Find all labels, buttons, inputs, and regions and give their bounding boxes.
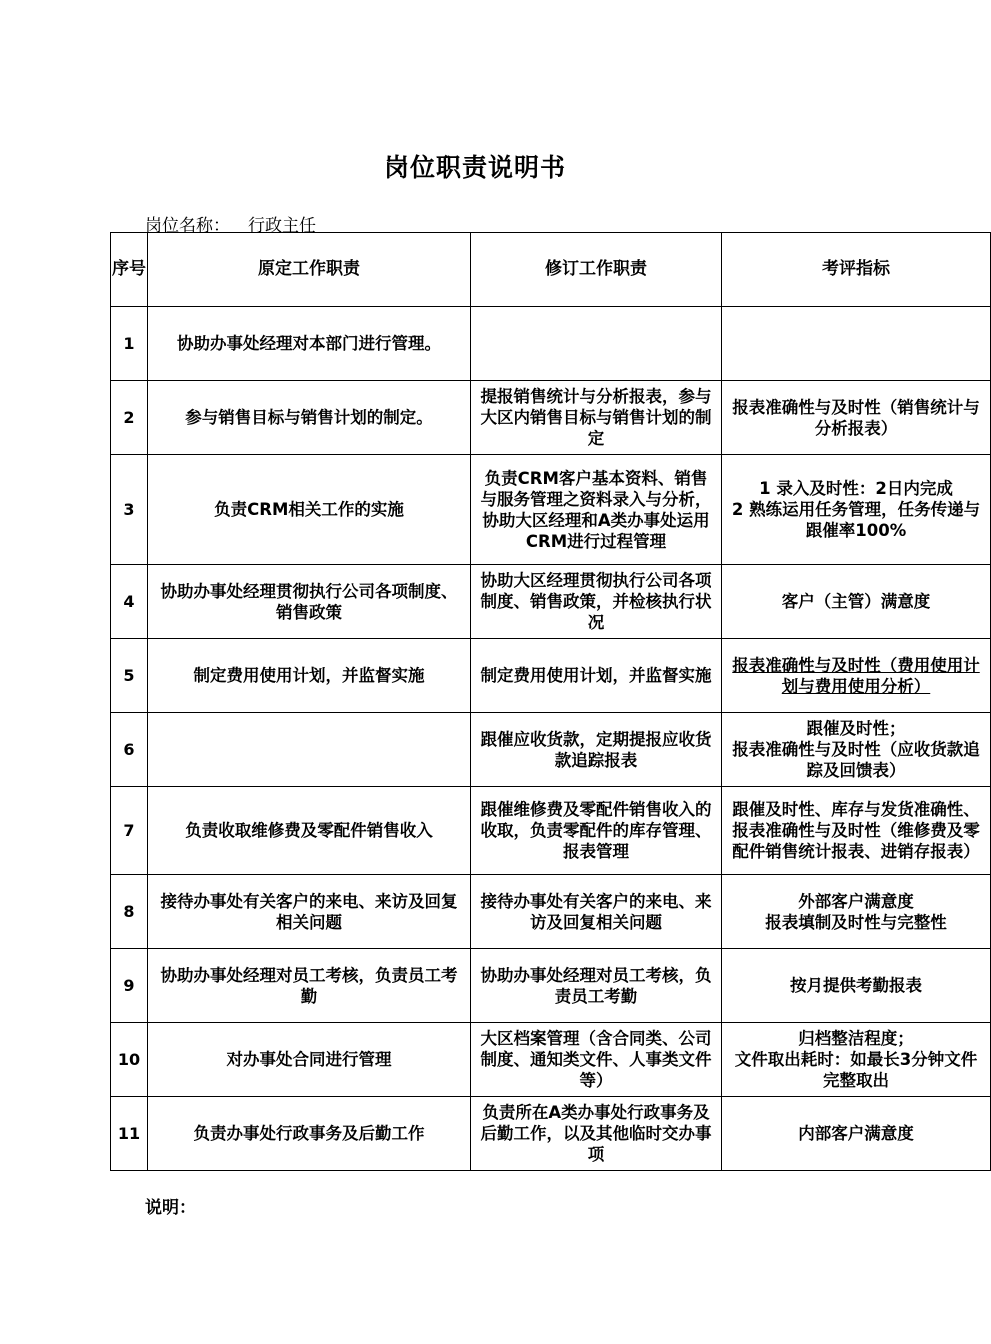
row-revised-duty: 大区档案管理（含合同类、公司制度、通知类文件、人事类文件等） — [471, 1023, 722, 1097]
table-row — [111, 565, 991, 639]
header-no: 序号 — [111, 233, 148, 307]
row-original-duty: 负责收取维修费及零配件销售收入 — [148, 787, 471, 875]
row-revised-duty: 协助大区经理贯彻执行公司各项制度、销售政策，并检核执行状况 — [471, 565, 722, 639]
table-row — [111, 1023, 991, 1097]
note-label: 说明： — [145, 1198, 196, 1218]
row-kpi: 客户（主管）满意度 — [722, 565, 991, 639]
row-kpi: 按月提供考勤报表 — [722, 949, 991, 1023]
row-kpi: 跟催及时性； 报表准确性与及时性（应收货款追踪及回馈表） — [722, 713, 991, 787]
row-kpi: 跟催及时性、库存与发货准确性、报表准确性与及时性（维修费及零配件销售统计报表、进销存报表） — [722, 787, 991, 875]
table-row — [111, 381, 991, 455]
row-kpi: 报表准确性与及时性（费用使用计划与费用使用分析） — [722, 639, 991, 713]
row-revised-duty — [471, 307, 722, 381]
row-revised-duty: 跟催维修费及零配件销售收入的收取，负责零配件的库存管理、报表管理 — [471, 787, 722, 875]
row-revised-duty: 负责CRM客户基本资料、销售与服务管理之资料录入与分析，协助大区经理和A类办事处运用CRM进行过程管理 — [471, 455, 722, 565]
row-original-duty: 负责办事处行政事务及后勤工作 — [148, 1097, 471, 1171]
row-revised-duty: 提报销售统计与分析报表，参与大区内销售目标与销售计划的制定 — [471, 381, 722, 455]
row-no: 4 — [111, 565, 148, 639]
table-row — [111, 307, 991, 381]
post-name-value: 行政主任 — [248, 216, 316, 236]
row-no: 8 — [111, 875, 148, 949]
row-revised-duty: 协助办事处经理对员工考核，负责员工考勤 — [471, 949, 722, 1023]
header-kpi: 考评指标 — [722, 233, 991, 307]
row-no: 2 — [111, 381, 148, 455]
row-original-duty: 对办事处合同进行管理 — [148, 1023, 471, 1097]
row-original-duty: 制定费用使用计划，并监督实施 — [148, 639, 471, 713]
row-original-duty: 协助办事处经理对本部门进行管理。 — [148, 307, 471, 381]
duties-table — [110, 232, 991, 1171]
row-no: 6 — [111, 713, 148, 787]
row-original-duty: 参与销售目标与销售计划的制定。 — [148, 381, 471, 455]
row-no: 7 — [111, 787, 148, 875]
row-kpi: 外部客户满意度 报表填制及时性与完整性 — [722, 875, 991, 949]
table-row — [111, 1097, 991, 1171]
table-row — [111, 639, 991, 713]
table-row — [111, 455, 991, 565]
row-revised-duty: 接待办事处有关客户的来电、来访及回复相关问题 — [471, 875, 722, 949]
row-kpi: 1 录入及时性：2日内完成 2 熟练运用任务管理，任务传递与跟催率100% — [722, 455, 991, 565]
header-original-duties: 原定工作职责 — [148, 233, 471, 307]
document-title: 岗位职责说明书 — [383, 153, 566, 182]
row-no: 1 — [111, 307, 148, 381]
row-no: 10 — [111, 1023, 148, 1097]
row-revised-duty: 制定费用使用计划，并监督实施 — [471, 639, 722, 713]
row-kpi: 归档整洁程度； 文件取出耗时：如最长3分钟文件完整取出 — [722, 1023, 991, 1097]
row-kpi: 报表准确性与及时性（销售统计与分析报表） — [722, 381, 991, 455]
row-original-duty: 协助办事处经理对员工考核，负责员工考勤 — [148, 949, 471, 1023]
row-no: 3 — [111, 455, 148, 565]
row-kpi — [722, 307, 991, 381]
row-original-duty: 负责CRM相关工作的实施 — [148, 455, 471, 565]
table-row — [111, 713, 991, 787]
row-revised-duty: 跟催应收货款，定期提报应收货款追踪报表 — [471, 713, 722, 787]
row-kpi: 内部客户满意度 — [722, 1097, 991, 1171]
table-row — [111, 949, 991, 1023]
table-row — [111, 875, 991, 949]
row-no: 5 — [111, 639, 148, 713]
header-revised-duties: 修订工作职责 — [471, 233, 722, 307]
table-header-row — [111, 233, 991, 307]
row-revised-duty: 负责所在A类办事处行政事务及后勤工作，以及其他临时交办事项 — [471, 1097, 722, 1171]
row-no: 11 — [111, 1097, 148, 1171]
row-original-duty: 协助办事处经理贯彻执行公司各项制度、销售政策 — [148, 565, 471, 639]
table-row — [111, 787, 991, 875]
post-name-label: 岗位名称： — [145, 216, 230, 236]
row-original-duty: 接待办事处有关客户的来电、来访及回复相关问题 — [148, 875, 471, 949]
row-original-duty — [148, 713, 471, 787]
row-no: 9 — [111, 949, 148, 1023]
